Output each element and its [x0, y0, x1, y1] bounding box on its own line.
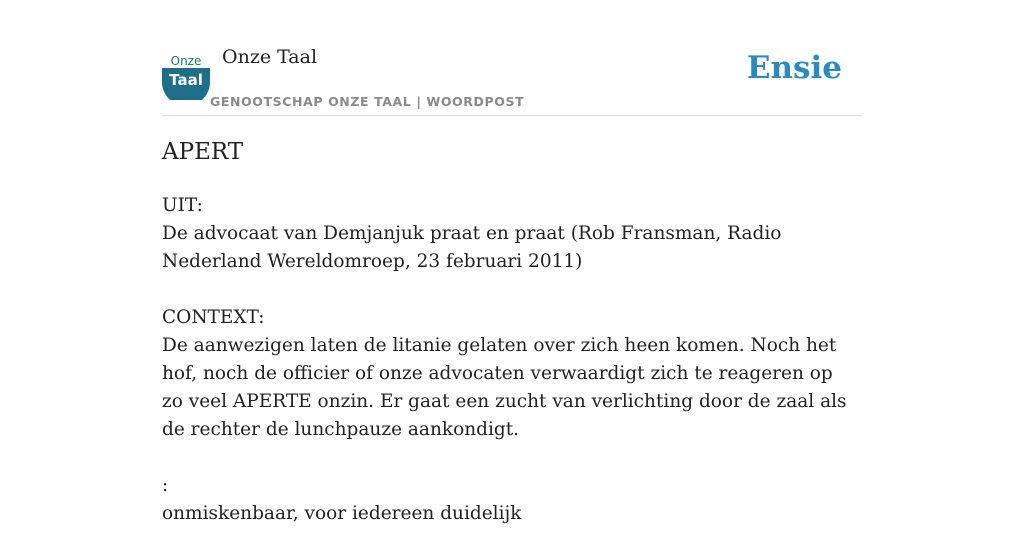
article-body — [162, 192, 852, 556]
source-block — [162, 192, 852, 276]
context-label: CONTEXT: — [162, 307, 265, 328]
definition-label: : — [162, 475, 169, 496]
logo-bottom-text: Taal — [169, 71, 203, 89]
source-text: De advocaat van Demjanjuk praat en praat (Rob Fransman, Radio Nederland Wereldomroep, 23 februari 2011) — [162, 223, 782, 272]
context-text: De aanwezigen laten de litanie gelaten over zich heen komen. Noch het hof, noch de officier of onze advocaten verwaardigt zich te reageren op zo veel APERTE onzin. Er gaat een zucht van verlichting door de zaal als de rechter de lunchpauze aankondigt. — [162, 335, 847, 440]
page-title: APERT — [162, 139, 244, 165]
site-subtitle: GENOOTSCHAP ONZE TAAL | WOORDPOST — [210, 94, 525, 109]
logo-top-text: Onze — [170, 54, 202, 68]
definition-block — [162, 472, 852, 528]
source-label: UIT: — [162, 195, 203, 216]
site-name[interactable]: Onze Taal — [222, 46, 318, 68]
page-header — [162, 40, 862, 116]
context-block — [162, 304, 852, 444]
definition-text: onmiskenbaar, voor iedereen duidelijk — [162, 503, 522, 524]
onze-taal-logo[interactable] — [162, 52, 210, 100]
ensie-brand-link[interactable]: Ensie — [746, 50, 842, 86]
